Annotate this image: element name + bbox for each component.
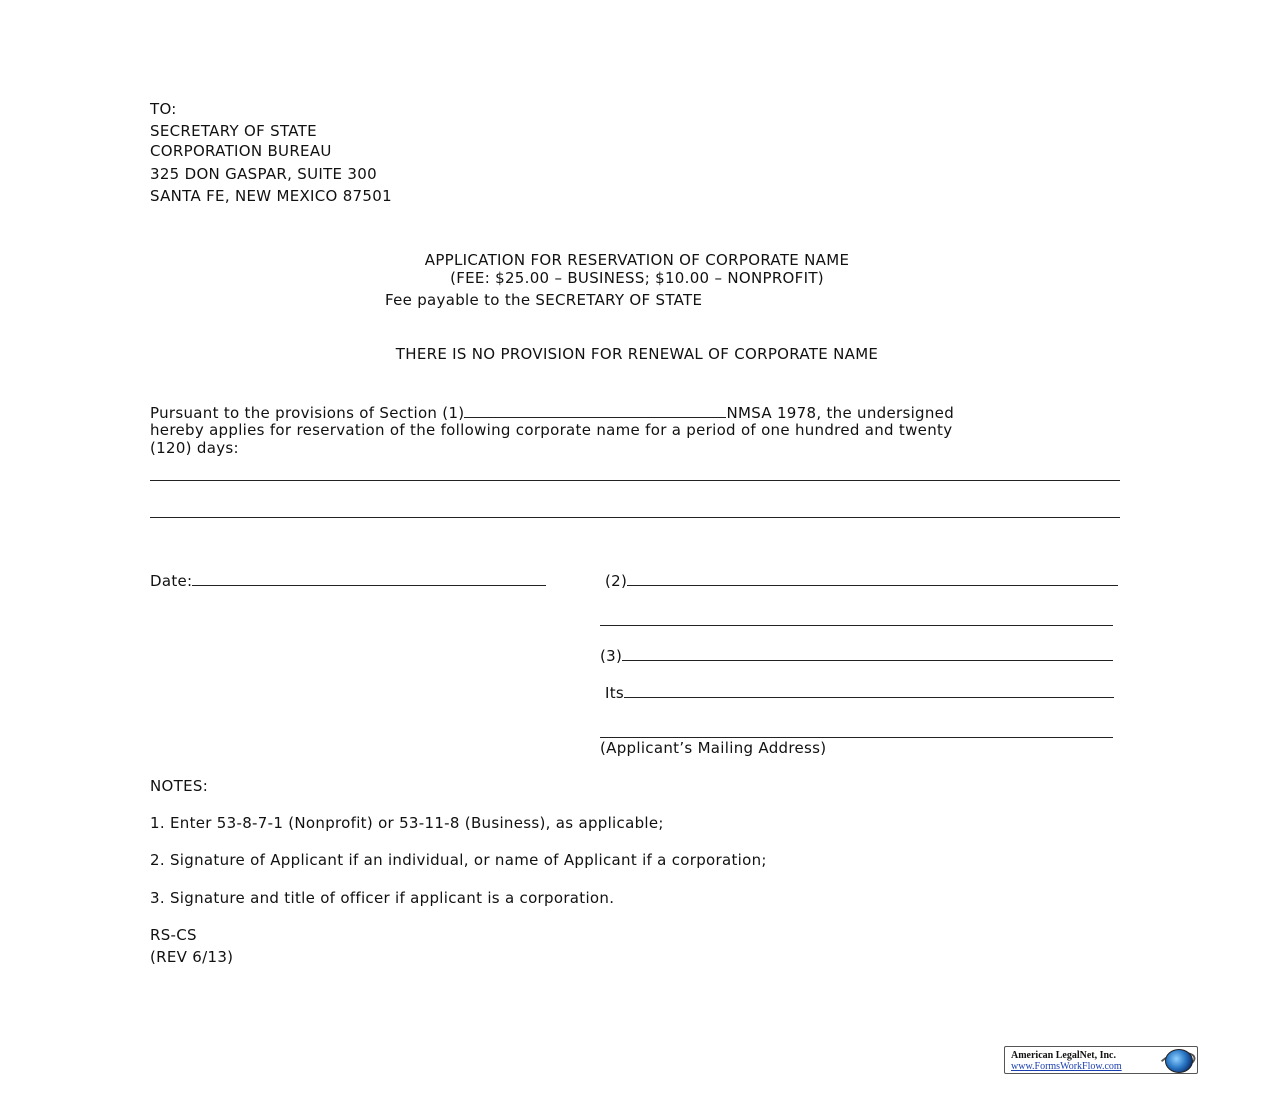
address-line-4: SANTA FE, NEW MEXICO 87501	[150, 187, 392, 205]
note-item-2: 2. Signature of Applicant if an individual, or name of Applicant if a corporation;	[150, 851, 767, 869]
applicant-signature-continuation-line[interactable]	[600, 608, 1113, 626]
globe-icon	[1165, 1049, 1193, 1073]
address-line-3: 325 DON GASPAR, SUITE 300	[150, 165, 377, 183]
badge-company-name: American LegalNet, Inc.	[1011, 1050, 1116, 1061]
notes-header: NOTES:	[150, 777, 209, 795]
applicant-signature-field[interactable]	[627, 571, 1118, 586]
form-code: RS-CS	[150, 926, 197, 944]
applicant-signature-row	[605, 571, 1118, 590]
address-line-2: CORPORATION BUREAU	[150, 142, 332, 160]
fee-line: (FEE: $25.00 – BUSINESS; $10.00 – NONPROFIT)	[450, 269, 824, 287]
badge-url-link[interactable]: www.FormsWorkFlow.com	[1011, 1061, 1122, 1072]
pursuant-line	[150, 403, 954, 422]
address-line-1: SECRETARY OF STATE	[150, 122, 317, 140]
pursuant-suffix: NMSA 1978, the undersigned	[726, 404, 955, 422]
officer-title-row	[605, 683, 1114, 702]
note-item-3: 3. Signature and title of officer if applicant is a corporation.	[150, 889, 615, 907]
body-line-2: hereby applies for reservation of the following corporate name for a period of one hundred and twenty	[150, 421, 953, 439]
no-renewal-notice: THERE IS NO PROVISION FOR RENEWAL OF CORPORATE NAME	[395, 345, 879, 363]
form-revision: (REV 6/13)	[150, 948, 234, 966]
date-field[interactable]	[192, 571, 546, 586]
its-label: Its	[605, 684, 625, 702]
pursuant-prefix: Pursuant to the provisions of Section (1)	[150, 404, 465, 422]
field-3-label: (3)	[600, 647, 623, 665]
form-title: APPLICATION FOR RESERVATION OF CORPORATE NAME	[424, 251, 850, 269]
mailing-address-caption: (Applicant’s Mailing Address)	[600, 739, 827, 757]
field-2-label: (2)	[605, 572, 628, 590]
fee-payable-line: Fee payable to the SECRETARY OF STATE	[385, 291, 703, 309]
address-to: TO:	[150, 100, 177, 118]
officer-signature-row	[600, 646, 1113, 665]
date-label: Date:	[150, 572, 193, 590]
corporate-name-line-1[interactable]	[150, 480, 1120, 481]
mailing-address-line[interactable]	[600, 720, 1113, 738]
officer-signature-field[interactable]	[622, 646, 1113, 661]
american-legalnet-badge[interactable]	[1004, 1046, 1198, 1074]
body-line-3: (120) days:	[150, 439, 239, 457]
corporate-name-line-2[interactable]	[150, 517, 1120, 518]
section-number-field[interactable]	[464, 403, 726, 418]
officer-title-field[interactable]	[624, 683, 1114, 698]
date-row	[150, 571, 546, 590]
note-item-1: 1. Enter 53-8-7-1 (Nonprofit) or 53-11-8 (Business), as applicable;	[150, 814, 664, 832]
